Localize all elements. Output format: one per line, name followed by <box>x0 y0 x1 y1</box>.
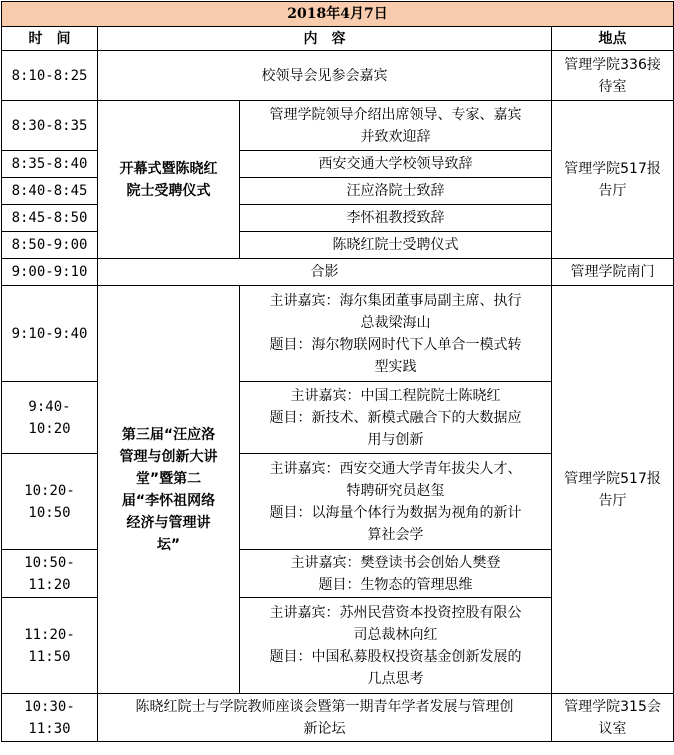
time-cell: 11:20- 11:50 <box>2 598 98 694</box>
location-cell: 管理学院315会 议室 <box>552 694 674 742</box>
header-row <box>2 27 674 51</box>
table-row <box>2 51 674 101</box>
time-cell: 8:35-8:40 <box>2 151 98 178</box>
location-cell: 管理学院336接 待室 <box>552 51 674 101</box>
content-cell: 主讲嘉宾：中国工程院院士陈晓红 题目：新技术、新模式融合下的大数据应 用与创新 <box>240 382 552 454</box>
time-cell: 9:00-9:10 <box>2 259 98 286</box>
header-location: 地点 <box>552 27 674 51</box>
content-cell: 主讲嘉宾：樊登读书会创始人樊登 题目：生物态的管理思维 <box>240 550 552 598</box>
time-cell: 10:30- 11:30 <box>2 694 98 742</box>
time-cell: 10:20- 10:50 <box>2 454 98 550</box>
table-row <box>2 101 674 151</box>
content-cell: 陈晓红院士与学院教师座谈会暨第一期青年学者发展与管理创 新论坛 <box>98 694 552 742</box>
time-cell: 9:10-9:40 <box>2 286 98 382</box>
content-cell: 管理学院领导介绍出席领导、专家、嘉宾 并致欢迎辞 <box>240 101 552 151</box>
content-cell: 主讲嘉宾：苏州民营资本投资控股有限公 司总裁林向红 题目：中国私募股权投资基金创新发展的 几点思考 <box>240 598 552 694</box>
schedule-table <box>1 1 674 742</box>
time-cell: 9:40- 10:20 <box>2 382 98 454</box>
content-cell: 西安交通大学校领导致辞 <box>240 151 552 178</box>
content-cell: 汪应洛院士致辞 <box>240 178 552 205</box>
location-cell: 管理学院南门 <box>552 259 674 286</box>
time-cell: 8:45-8:50 <box>2 205 98 232</box>
time-cell: 8:10-8:25 <box>2 51 98 101</box>
time-cell: 8:40-8:45 <box>2 178 98 205</box>
content-cell: 合影 <box>98 259 552 286</box>
content-cell: 校领导会见参会嘉宾 <box>98 51 552 101</box>
date-row <box>2 2 674 27</box>
time-cell: 8:30-8:35 <box>2 101 98 151</box>
table-row <box>2 259 674 286</box>
session-cell-opening: 开幕式暨陈晓红 院士受聘仪式 <box>98 101 240 259</box>
session-cell-forum: 第三届“汪应洛 管理与创新大讲 堂”暨第二 届“李怀祖网络 经济与管理讲 坛” <box>98 286 240 694</box>
date-title: 2018年4月7日 <box>2 2 674 27</box>
content-cell: 陈晓红院士受聘仪式 <box>240 232 552 259</box>
table-row <box>2 286 674 382</box>
header-time: 时 间 <box>2 27 98 51</box>
content-cell: 李怀祖教授致辞 <box>240 205 552 232</box>
content-cell: 主讲嘉宾：海尔集团董事局副主席、执行 总裁梁海山 题目：海尔物联网时代下人单合一模式转 型实践 <box>240 286 552 382</box>
table-row <box>2 694 674 742</box>
location-cell: 管理学院517报 告厅 <box>552 101 674 259</box>
time-cell: 8:50-9:00 <box>2 232 98 259</box>
header-content: 内 容 <box>98 27 552 51</box>
content-cell: 主讲嘉宾：西安交通大学青年拔尖人才、 特聘研究员赵玺 题目：以海量个体行为数据为视角的新计 算社会学 <box>240 454 552 550</box>
time-cell: 10:50- 11:20 <box>2 550 98 598</box>
location-cell: 管理学院517报 告厅 <box>552 286 674 694</box>
